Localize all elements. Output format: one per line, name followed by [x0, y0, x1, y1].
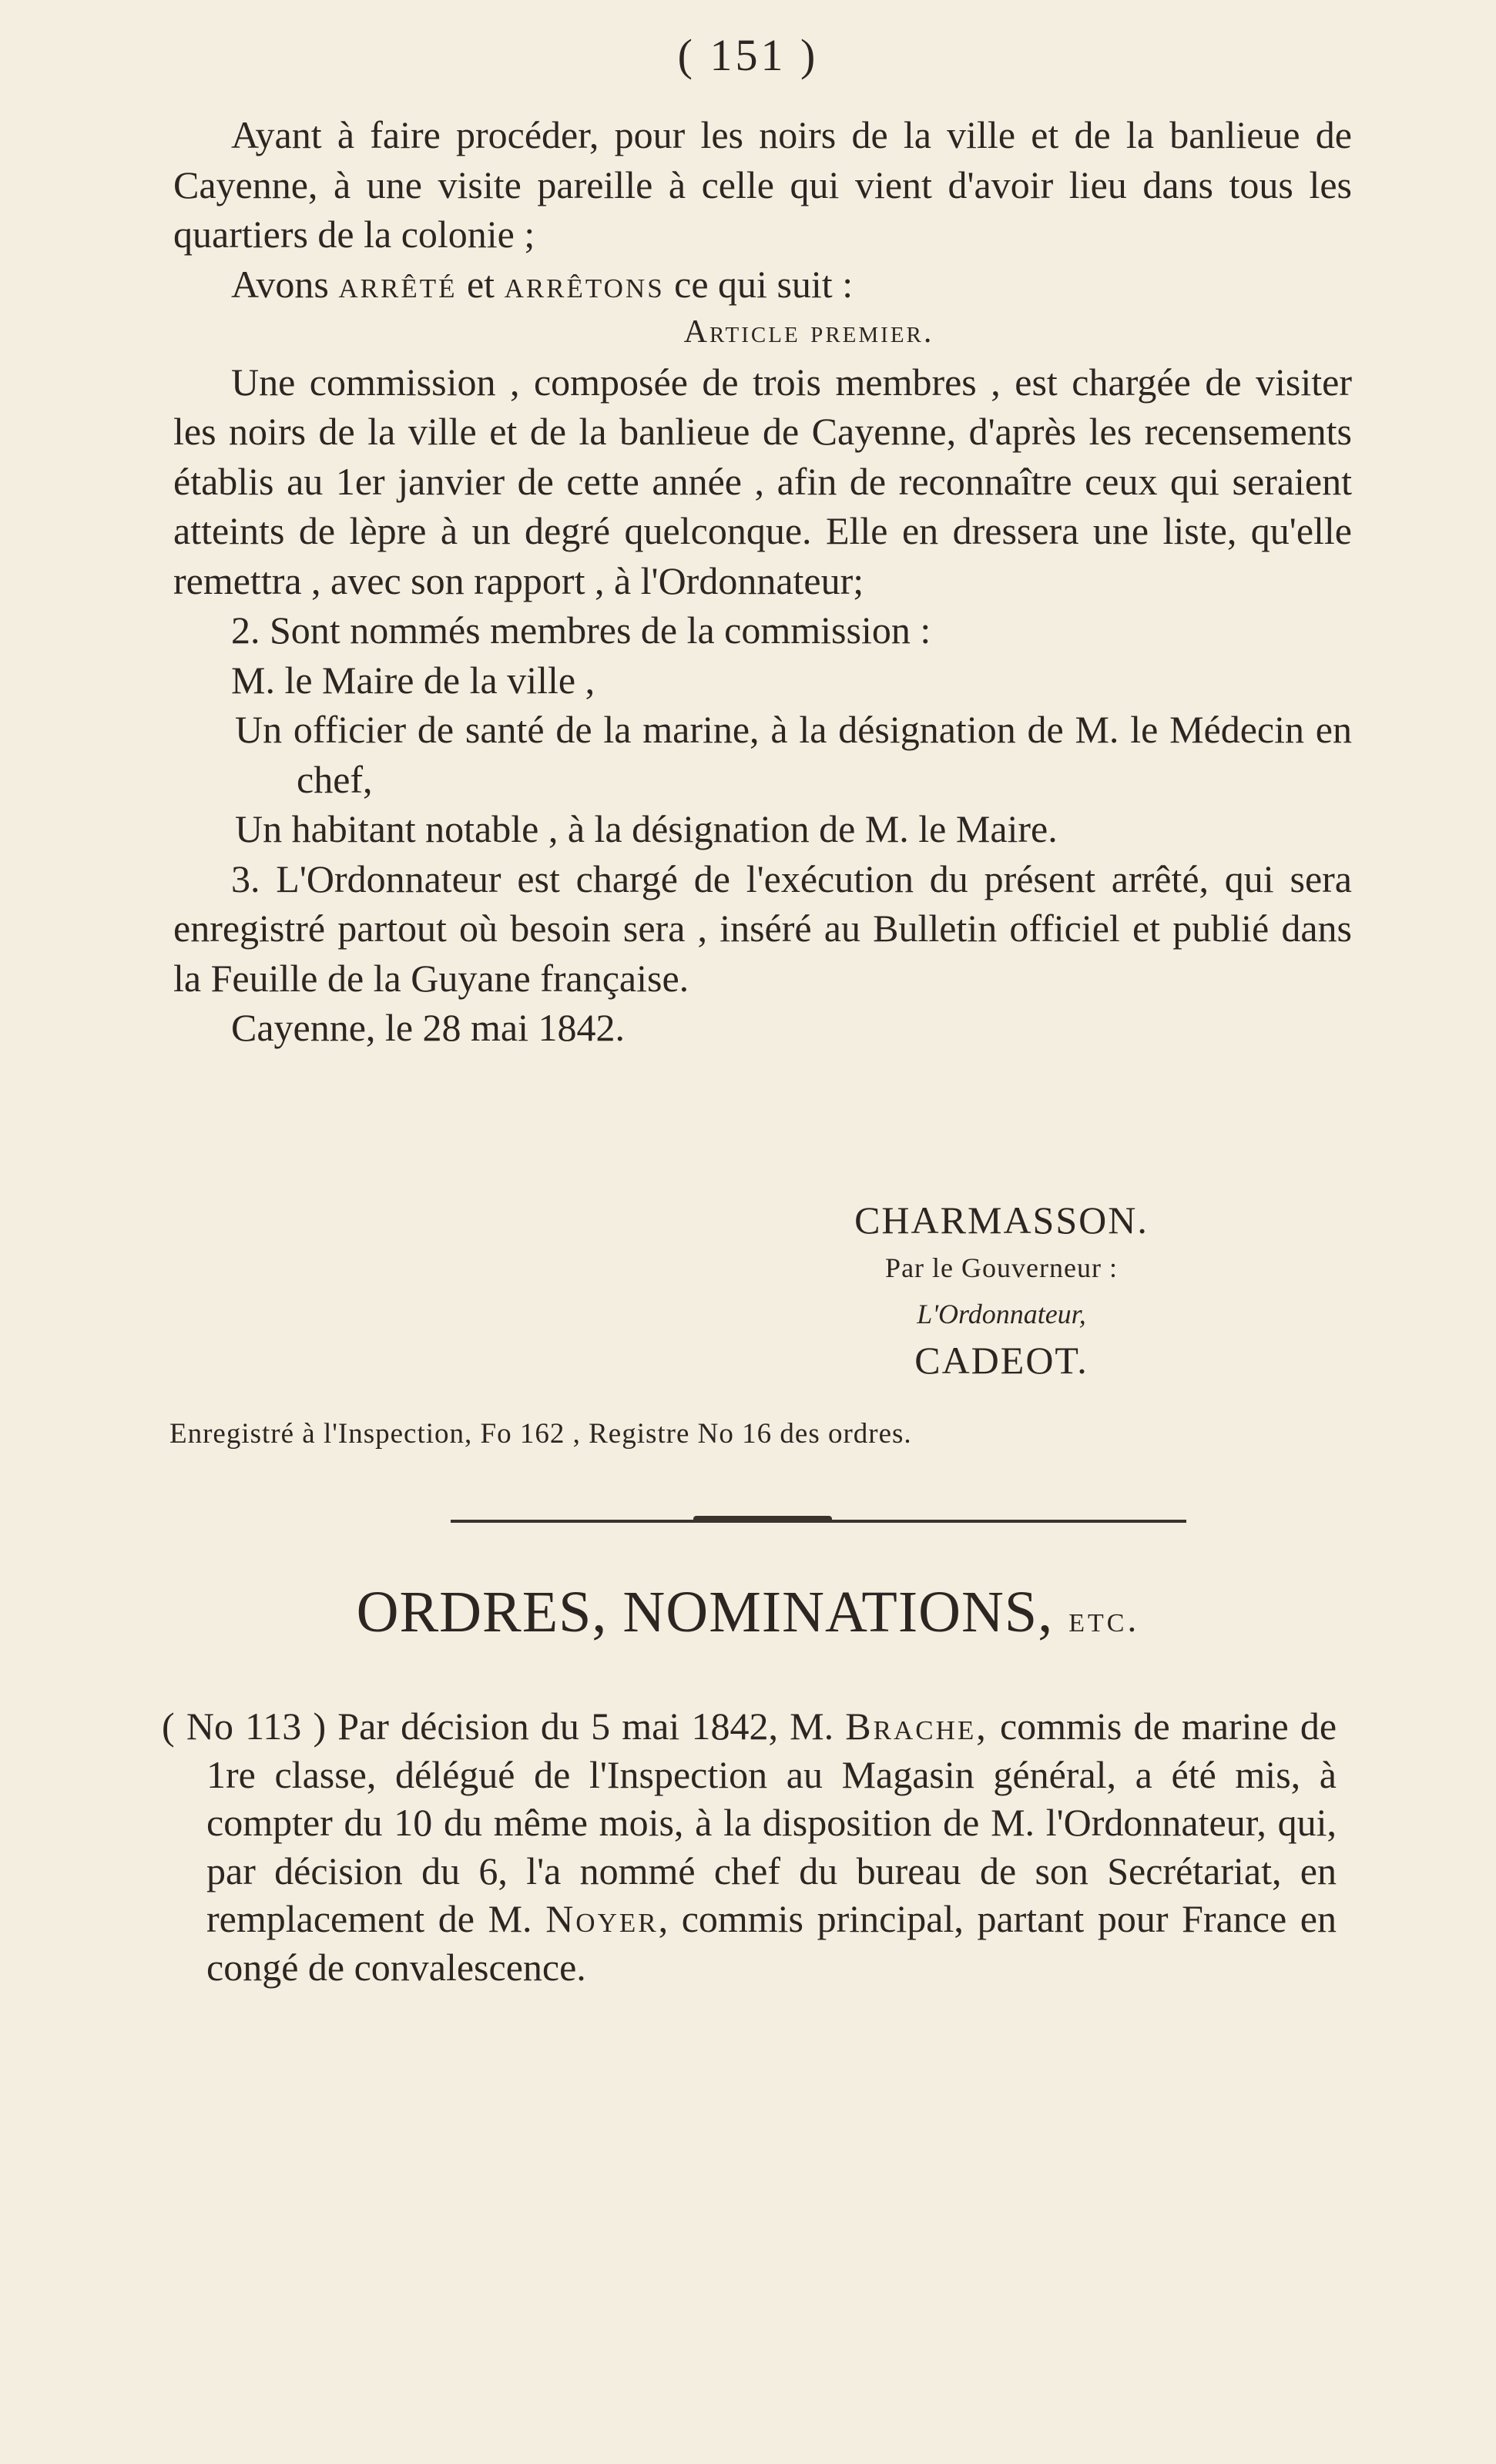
- section-heading: ORDRES, NOMINATIONS, etc.: [356, 1580, 1140, 1644]
- order-113: [162, 1702, 1337, 1991]
- article-title: Article premier.: [683, 314, 934, 350]
- signature-block: [693, 1198, 1310, 1383]
- member-notable: Un habitant notable , à la désignation de M. le Maire.: [235, 807, 1058, 850]
- by-governor-line: Par le Gouverneur :: [885, 1252, 1118, 1283]
- article-2-intro: 2. Sont nommés membres de la commission :: [231, 608, 931, 652]
- arrete-body: [173, 110, 1352, 1053]
- name-noyer: Noyer: [545, 1897, 659, 1940]
- section-divider-ornament: [693, 1516, 832, 1523]
- name-brache: Brache,: [845, 1705, 988, 1748]
- date-line: Cayenne, le 28 mai 1842.: [231, 1006, 625, 1049]
- order-113-paragraph: ( No 113 ) Par décision du 5 mai 1842, M. Brache, commis de marine de 1re classe, délégué de l'Inspection au Magasin général, a été mis, à compter du 10 du même mois, à la disposition de M. l'Ordonnateur, qui, par décision du 6, l'a nommé chef du bureau de son Secrétariat, en remplacement de M. Noyer, commis principal, partant pour France en congé de convalescence.: [162, 1705, 1337, 1989]
- member-officer: Un officier de santé de la marine, à la désignation de M. le Médecin en chef,: [235, 708, 1352, 801]
- ordonnateur-title: L'Ordonnateur,: [917, 1299, 1086, 1329]
- preamble-paragraph: Ayant à faire procéder, pour les noirs de la ville et de la banlieue de Cayenne, à une visite pareille à celle qui vient d'avoir lieu dans tous les quartiers de la colonie ;: [173, 113, 1352, 256]
- decree-line: Avons arrêté et arrêtons ce qui suit :: [231, 262, 854, 306]
- article-3-paragraph: 3. L'Ordonnateur est chargé de l'exécution du présent arrêté, qui sera enregistré partout où besoin sera , inséré au Bulletin officiel et publié dans la Feuille de la Guyane française.: [173, 857, 1352, 1000]
- article-1-paragraph: Une commission , composée de trois membres , est chargée de visiter les noirs de la ville et de la banlieue de Cayenne, d'après les recensements établis au 1er janvier de cette année , afin de reconnaître ceux qui seraient atteints de lèpre à un degré quelconque. Elle en dressera une liste, qu'elle remettra , avec son rapport , à l'Ordonnateur;: [173, 360, 1352, 602]
- member-mayor: M. le Maire de la ville ,: [231, 658, 595, 702]
- ordonnateur-signature: CADEOT.: [914, 1339, 1088, 1382]
- page-number: ( 151 ): [677, 30, 819, 80]
- registration-line: Enregistré à l'Inspection, Fo 162 , Registre No 16 des ordres.: [169, 1418, 912, 1450]
- governor-signature: CHARMASSON.: [854, 1198, 1149, 1242]
- order-number: ( No 113 ): [162, 1705, 327, 1748]
